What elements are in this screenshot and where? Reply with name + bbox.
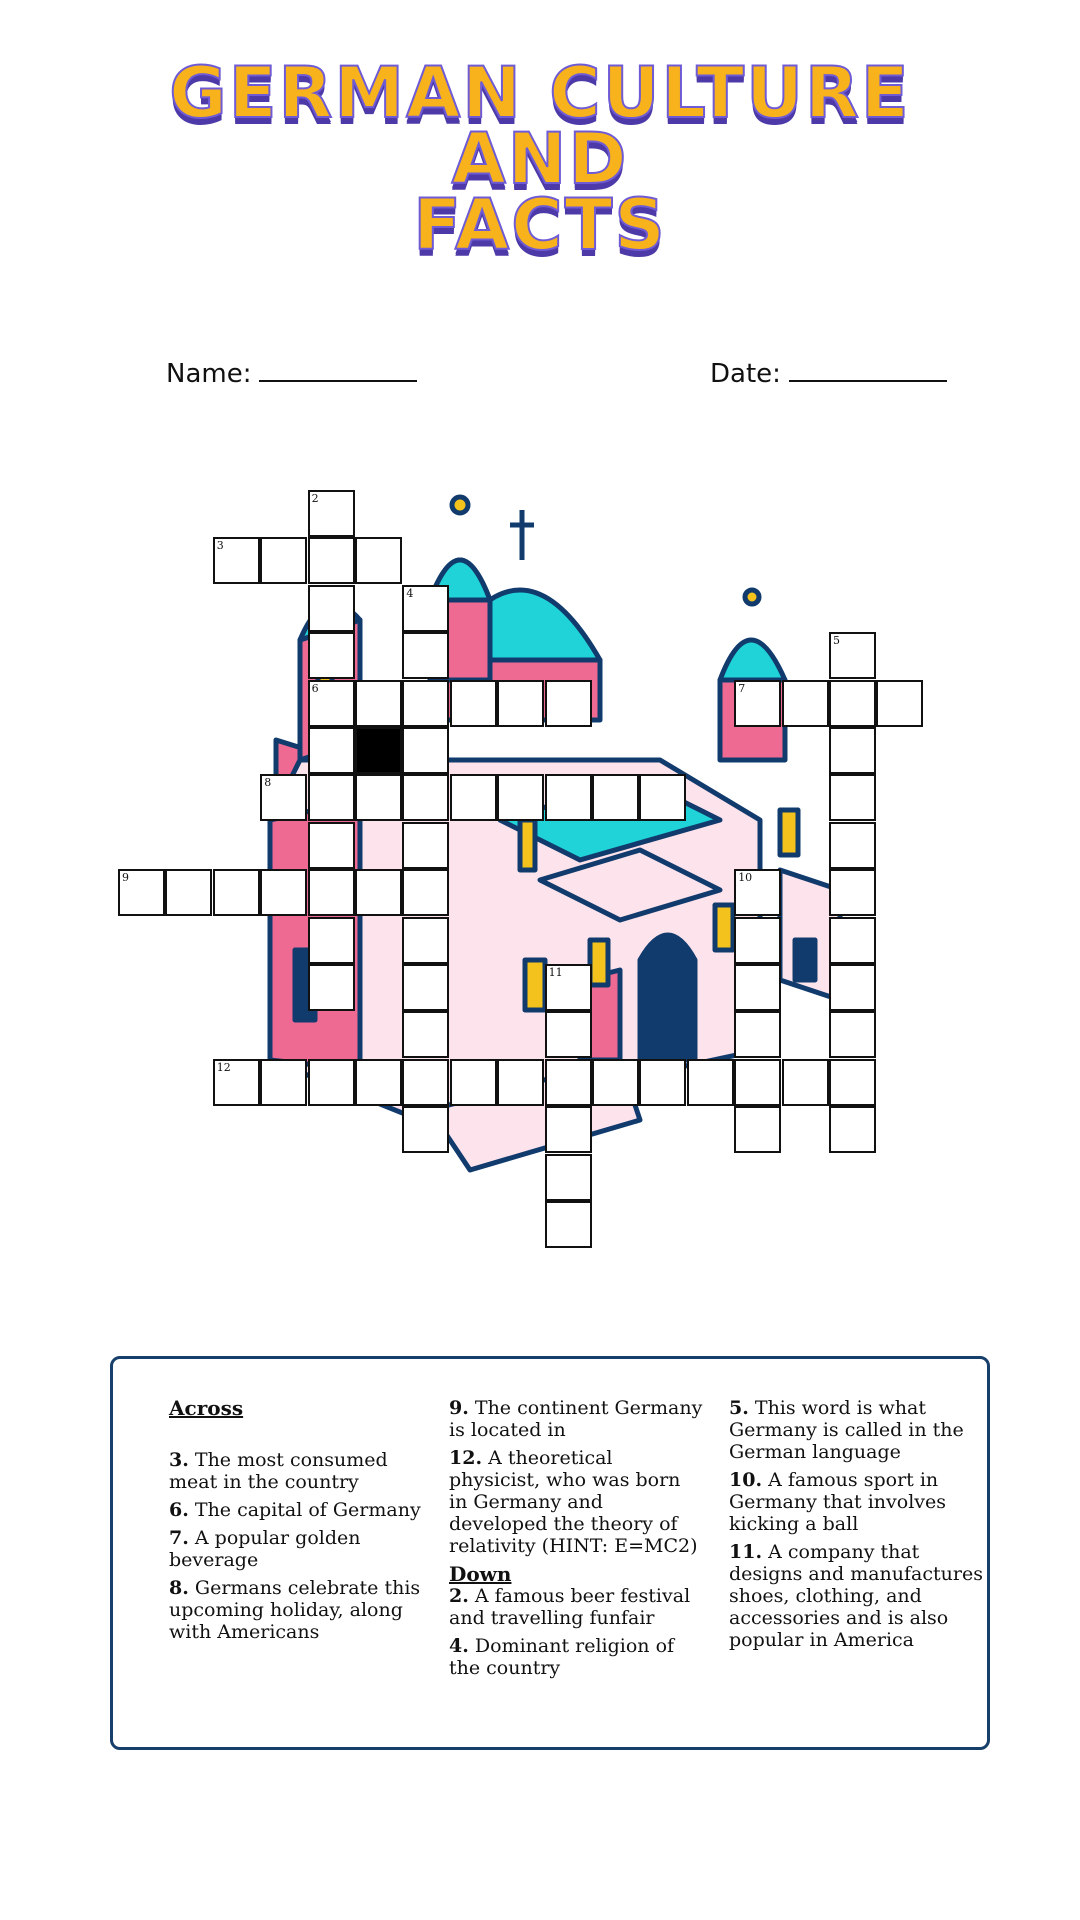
clue-number: 12 bbox=[216, 1060, 231, 1074]
crossword-cell[interactable] bbox=[402, 822, 449, 869]
crossword-cell[interactable] bbox=[687, 1059, 734, 1106]
crossword-cell[interactable] bbox=[402, 1059, 449, 1106]
crossword-cell[interactable] bbox=[355, 680, 402, 727]
crossword-cell[interactable] bbox=[545, 1201, 592, 1248]
crossword-cell[interactable] bbox=[782, 680, 829, 727]
crossword-cell[interactable] bbox=[402, 680, 449, 727]
clue-number: 3 bbox=[216, 539, 224, 553]
clue-number: 7 bbox=[738, 681, 746, 695]
crossword-cell[interactable] bbox=[118, 869, 165, 916]
crossword-cell[interactable] bbox=[260, 537, 307, 584]
clue-down-11: 11. A company that designs and manufactures shoes, clothing, and accessories and is also popular in America bbox=[729, 1541, 983, 1651]
clues-column-1 bbox=[169, 1397, 424, 1649]
clues-box bbox=[110, 1356, 990, 1750]
crossword-cell[interactable] bbox=[734, 964, 781, 1011]
clue-number: 5 bbox=[833, 634, 840, 648]
crossword-cell[interactable] bbox=[308, 490, 355, 537]
clue-down-10: 10. A famous sport in Germany that involves kicking a ball bbox=[729, 1469, 947, 1535]
clue-across-3: 3. The most consumed meat in the country bbox=[169, 1449, 388, 1493]
date-label: Date: bbox=[710, 359, 781, 389]
crossword-cell[interactable] bbox=[829, 869, 876, 916]
crossword-cell[interactable] bbox=[734, 869, 781, 916]
crossword-cell[interactable] bbox=[829, 964, 876, 1011]
title-line-1: GERMAN CULTURE bbox=[169, 52, 911, 134]
crossword-cell[interactable] bbox=[260, 774, 307, 821]
crossword-cell[interactable] bbox=[829, 727, 876, 774]
crossword-cell[interactable] bbox=[497, 680, 544, 727]
crossword-cell[interactable] bbox=[782, 1059, 829, 1106]
crossword-cell[interactable] bbox=[402, 585, 449, 632]
crossword-cell[interactable] bbox=[829, 917, 876, 964]
clue-across-7: 7. A popular golden beverage bbox=[169, 1527, 361, 1571]
crossword-cell[interactable] bbox=[545, 964, 592, 1011]
crossword-cell[interactable] bbox=[402, 869, 449, 916]
clue-across-6: 6. The capital of Germany bbox=[169, 1499, 421, 1521]
crossword-cell[interactable] bbox=[165, 869, 212, 916]
crossword-cell[interactable] bbox=[545, 1106, 592, 1153]
crossword-cell[interactable] bbox=[213, 869, 260, 916]
crossword-cell[interactable] bbox=[260, 1059, 307, 1106]
clue-number: 6 bbox=[311, 681, 319, 695]
crossword-cell[interactable] bbox=[308, 774, 355, 821]
crossword-cell[interactable] bbox=[308, 680, 355, 727]
clue-across-12: 12. A theoretical physicist, who was born in Germany and developed the theory of relativity (HINT: E=MC2) bbox=[449, 1447, 698, 1557]
crossword-cell[interactable] bbox=[308, 585, 355, 632]
clue-number: 10 bbox=[738, 871, 753, 885]
blocked-cell bbox=[355, 727, 402, 774]
crossword-cell[interactable] bbox=[308, 869, 355, 916]
clue-across-9: 9. The continent Germany is located in bbox=[449, 1397, 703, 1441]
crossword-cell[interactable] bbox=[308, 964, 355, 1011]
clue-down-2: 2. A famous beer festival and travelling funfair bbox=[449, 1585, 691, 1629]
crossword-cell[interactable] bbox=[308, 917, 355, 964]
clue-number: 4 bbox=[406, 586, 414, 600]
crossword-cell[interactable] bbox=[213, 537, 260, 584]
crossword-cell[interactable] bbox=[355, 774, 402, 821]
clue-down-4: 4. Dominant religion of the country bbox=[449, 1635, 675, 1679]
crossword-cell[interactable] bbox=[402, 1011, 449, 1058]
crossword-cell[interactable] bbox=[308, 632, 355, 679]
clue-number: 11 bbox=[548, 966, 563, 979]
crossword-cell[interactable] bbox=[545, 1011, 592, 1058]
crossword-cell[interactable] bbox=[545, 774, 592, 821]
crossword-cell[interactable] bbox=[402, 632, 449, 679]
crossword-cell[interactable] bbox=[355, 1059, 402, 1106]
across-header: Across bbox=[169, 1396, 244, 1420]
name-label: Name: bbox=[166, 359, 252, 389]
crossword-cell[interactable] bbox=[734, 917, 781, 964]
crossword-cell[interactable] bbox=[829, 632, 876, 679]
crossword-cell[interactable] bbox=[639, 774, 686, 821]
crossword-cell[interactable] bbox=[402, 917, 449, 964]
clue-number: 9 bbox=[122, 871, 129, 885]
crossword-cell[interactable] bbox=[402, 1106, 449, 1153]
down-header: Down bbox=[449, 1562, 512, 1586]
crossword-cell[interactable] bbox=[355, 537, 402, 584]
title-line-3: FACTS bbox=[413, 184, 667, 266]
crossword-cell[interactable] bbox=[592, 774, 639, 821]
crossword-cell[interactable] bbox=[213, 1059, 260, 1106]
crossword-cell[interactable] bbox=[402, 727, 449, 774]
clue-down-5: 5. This word is what Germany is called in the German language bbox=[729, 1397, 964, 1463]
crossword-cell[interactable] bbox=[402, 774, 449, 821]
crossword-cell[interactable] bbox=[497, 774, 544, 821]
clues-column-3 bbox=[729, 1397, 984, 1657]
crossword-cell[interactable] bbox=[734, 1106, 781, 1153]
crossword-cell[interactable] bbox=[734, 1059, 781, 1106]
clue-number: 2 bbox=[311, 492, 319, 505]
crossword-cell[interactable] bbox=[734, 1011, 781, 1058]
crossword-cell[interactable] bbox=[308, 1059, 355, 1106]
clue-across-8: 8. Germans celebrate this upcoming holiday, along with Americans bbox=[169, 1577, 421, 1643]
crossword-cell[interactable] bbox=[402, 964, 449, 1011]
crossword-cell[interactable] bbox=[450, 1059, 497, 1106]
crossword-cell[interactable] bbox=[497, 1059, 544, 1106]
crossword-cell[interactable] bbox=[355, 869, 402, 916]
crossword-cell[interactable] bbox=[545, 1059, 592, 1106]
crossword-cell[interactable] bbox=[308, 537, 355, 584]
crossword-cell[interactable] bbox=[545, 1154, 592, 1201]
crossword-cell[interactable] bbox=[260, 869, 307, 916]
crossword-cell[interactable] bbox=[450, 774, 497, 821]
crossword-cell[interactable] bbox=[829, 1011, 876, 1058]
clues-column-2 bbox=[449, 1397, 704, 1685]
crossword-cell[interactable] bbox=[592, 1059, 639, 1106]
crossword-cell[interactable] bbox=[308, 727, 355, 774]
crossword-cell[interactable] bbox=[829, 822, 876, 869]
title-line-2: AND bbox=[451, 118, 629, 200]
clue-number: 8 bbox=[264, 776, 272, 790]
crossword-cell[interactable] bbox=[308, 822, 355, 869]
crossword-cell[interactable] bbox=[829, 774, 876, 821]
crossword-cell[interactable] bbox=[829, 1106, 876, 1153]
crossword-cell[interactable] bbox=[545, 680, 592, 727]
crossword-cell[interactable] bbox=[734, 680, 781, 727]
crossword-cell[interactable] bbox=[829, 1059, 876, 1106]
crossword-cell[interactable] bbox=[829, 680, 876, 727]
crossword-cell[interactable] bbox=[639, 1059, 686, 1106]
crossword-cell[interactable] bbox=[876, 680, 923, 727]
crossword-cell[interactable] bbox=[450, 680, 497, 727]
